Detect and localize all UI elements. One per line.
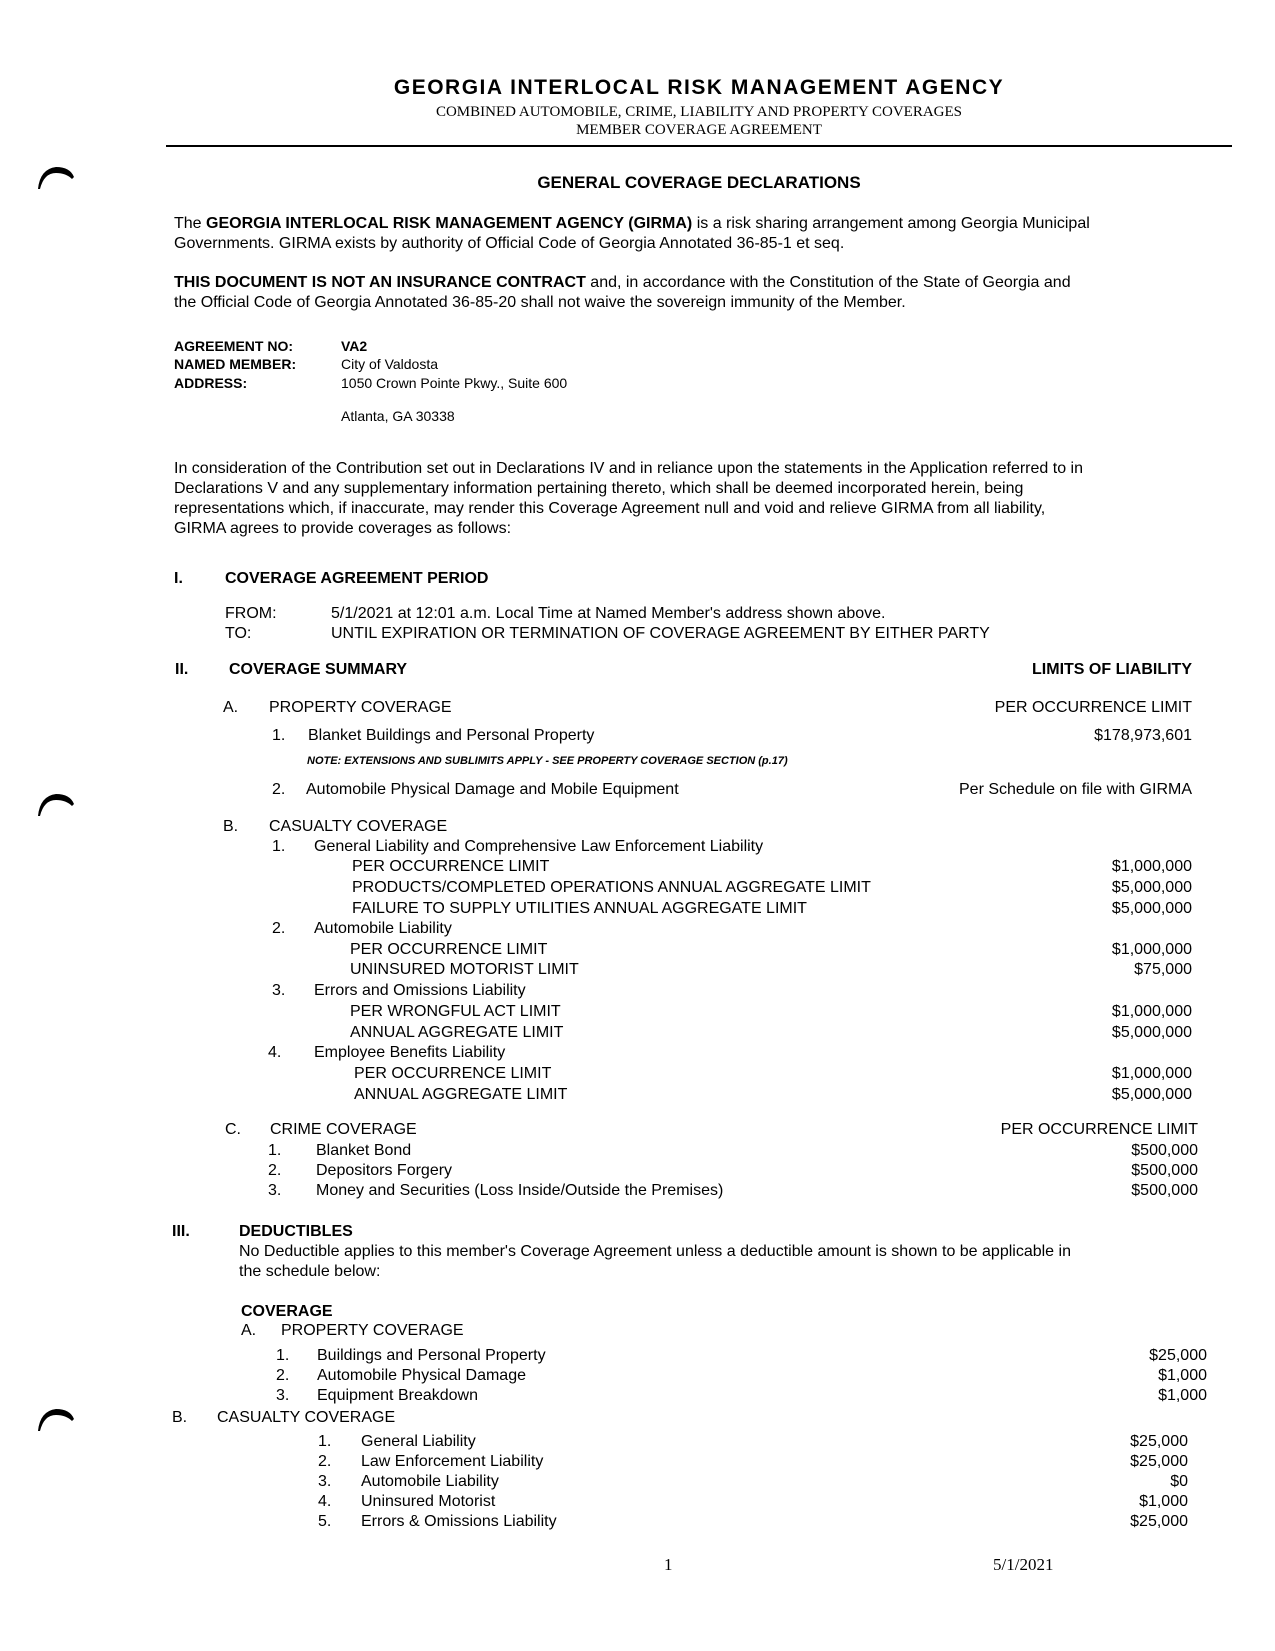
subsection-title: CASUALTY COVERAGE (269, 818, 448, 835)
limit-value: $500,000 (1131, 1162, 1198, 1179)
deductible-value: $1,000 (1139, 1493, 1188, 1510)
deductible-value: $25,000 (1130, 1513, 1188, 1530)
disclaimer-paragraph: THIS DOCUMENT IS NOT AN INSURANCE CONTRACT and, in accordance with the Constitution of the State of Georgia and (174, 274, 1071, 291)
address-line: 1050 Crown Pointe Pkwy., Suite 600 (341, 375, 568, 391)
item-label: Automobile Liability (361, 1473, 499, 1490)
limit-label: ANNUAL AGGREGATE LIMIT (350, 1024, 564, 1041)
intro-paragraph-line: Governments. GIRMA exists by authority of Official Code of Georgia Annotated 36-85-1 et seq. (174, 235, 845, 252)
deductible-value: $25,000 (1130, 1453, 1188, 1470)
item-number: 1. (272, 727, 286, 744)
limit-value: $1,000,000 (1111, 941, 1192, 958)
page-title: GENERAL COVERAGE DECLARATIONS (537, 173, 861, 192)
deductible-text: No Deductible applies to this member's Coverage Agreement unless a deductible amount is shown to be applicable in (239, 1243, 1071, 1260)
item-label: Errors and Omissions Liability (314, 982, 526, 999)
limit-label: ANNUAL AGGREGATE LIMIT (354, 1086, 568, 1103)
footer-date: 5/1/2021 (993, 1555, 1054, 1574)
section-title: COVERAGE AGREEMENT PERIOD (225, 570, 489, 587)
subsection-title: CRIME COVERAGE (270, 1121, 417, 1138)
limit-value: $1,000,000 (1111, 1065, 1192, 1082)
item-number: 1. (318, 1433, 332, 1450)
header-subtitle: COMBINED AUTOMOBILE, CRIME, LIABILITY AND PROPERTY COVERAGES (435, 104, 963, 120)
item-number: 2. (276, 1367, 290, 1384)
item-label: Errors & Omissions Liability (361, 1513, 557, 1530)
member-label: NAMED MEMBER: (174, 356, 297, 372)
consideration-line: representations which, if inaccurate, may render this Coverage Agreement null and void and relieve GIRMA from all liability, (174, 500, 1046, 517)
header-subtitle: MEMBER COVERAGE AGREEMENT (576, 122, 822, 138)
item-number: 3. (276, 1387, 290, 1404)
item-number: 5. (318, 1513, 332, 1530)
period-from-value: 5/1/2021 at 12:01 a.m. Local Time at Named Member's address shown above. (331, 605, 886, 622)
limit-value: $5,000,000 (1111, 879, 1192, 896)
limit-label: PER OCCURRENCE LIMIT (352, 858, 550, 875)
deductible-value: $25,000 (1149, 1347, 1207, 1364)
section-title: COVERAGE SUMMARY (229, 661, 408, 678)
consideration-line: GIRMA agrees to provide coverages as follows: (174, 520, 512, 537)
agreement-label: AGREEMENT NO: (174, 338, 293, 354)
item-label: Blanket Bond (316, 1142, 412, 1159)
period-from-label: FROM: (225, 605, 277, 622)
consideration-line: In consideration of the Contribution set out in Declarations IV and in reliance upon the statements in the Application referred to in (174, 460, 1083, 477)
subsection-letter: A. (223, 699, 239, 716)
limit-label: PER OCCURRENCE LIMIT (1000, 1121, 1198, 1138)
item-number: 1. (276, 1347, 290, 1364)
item-label: Depositors Forgery (316, 1162, 453, 1179)
limit-label: PER OCCURRENCE LIMIT (994, 699, 1192, 716)
item-label: Employee Benefits Liability (314, 1044, 506, 1061)
limit-label: PER OCCURRENCE LIMIT (350, 941, 548, 958)
subsection-letter: A. (241, 1322, 257, 1339)
section-number: I. (174, 570, 183, 587)
intro-paragraph: The GEORGIA INTERLOCAL RISK MANAGEMENT AGENCY (GIRMA) is a risk sharing arrangement among Georgia Municipal (174, 215, 1090, 232)
limit-value: $500,000 (1131, 1142, 1198, 1159)
deductible-text: the schedule below: (239, 1263, 381, 1280)
header-rule (166, 145, 1232, 147)
limit-value: $1,000,000 (1111, 858, 1192, 875)
address-label: ADDRESS: (174, 375, 248, 391)
agreement-value: VA2 (341, 338, 368, 354)
item-number: 3. (318, 1473, 332, 1490)
limit-label: UNINSURED MOTORIST LIMIT (350, 961, 579, 978)
limits-header: LIMITS OF LIABILITY (1032, 661, 1192, 678)
item-number: 4. (268, 1044, 282, 1061)
section-title: DEDUCTIBLES (239, 1223, 353, 1240)
subsection-letter: C. (225, 1121, 241, 1138)
item-number: 4. (318, 1493, 332, 1510)
limit-label: PRODUCTS/COMPLETED OPERATIONS ANNUAL AGGREGATE LIMIT (352, 879, 871, 896)
section-number: III. (172, 1223, 190, 1240)
agency-name: GEORGIA INTERLOCAL RISK MANAGEMENT AGENCY (393, 76, 1005, 99)
item-number: 1. (268, 1142, 282, 1159)
page-number: 1 (664, 1555, 673, 1574)
limit-label: PER WRONGFUL ACT LIMIT (350, 1003, 561, 1020)
period-to-value: UNTIL EXPIRATION OR TERMINATION OF COVERAGE AGREEMENT BY EITHER PARTY (331, 625, 990, 642)
limit-label: PER OCCURRENCE LIMIT (354, 1065, 552, 1082)
item-label: Uninsured Motorist (361, 1493, 496, 1510)
limit-value: $5,000,000 (1111, 1086, 1192, 1103)
subsection-title: CASUALTY COVERAGE (217, 1409, 396, 1426)
item-label: Automobile Physical Damage and Mobile Equipment (306, 781, 679, 798)
limit-value: Per Schedule on file with GIRMA (959, 781, 1192, 798)
disclaimer-paragraph-line: the Official Code of Georgia Annotated 36-85-20 shall not waive the sovereign immunity of the Member. (174, 294, 906, 311)
subsection-title: PROPERTY COVERAGE (269, 699, 452, 716)
item-label: Automobile Physical Damage (317, 1367, 526, 1384)
item-number: 2. (272, 920, 286, 937)
punch-hole-mark (36, 790, 76, 818)
item-label: Money and Securities (Loss Inside/Outside the Premises) (316, 1182, 724, 1199)
limit-value: $75,000 (1134, 961, 1192, 978)
item-label: Blanket Buildings and Personal Property (308, 727, 595, 744)
item-label: Law Enforcement Liability (361, 1453, 544, 1470)
limit-value: $5,000,000 (1111, 1024, 1192, 1041)
item-number: 2. (268, 1162, 282, 1179)
item-label: General Liability and Comprehensive Law Enforcement Liability (314, 838, 764, 855)
item-label: General Liability (361, 1433, 476, 1450)
item-number: 1. (272, 838, 286, 855)
limit-label: FAILURE TO SUPPLY UTILITIES ANNUAL AGGREGATE LIMIT (352, 900, 807, 917)
deductible-value: $0 (1170, 1473, 1188, 1490)
item-label: Automobile Liability (314, 920, 452, 937)
item-number: 3. (268, 1182, 282, 1199)
item-number: 2. (272, 781, 286, 798)
item-number: 2. (318, 1453, 332, 1470)
section-number: II. (175, 661, 189, 678)
deductible-value: $1,000 (1158, 1387, 1207, 1404)
coverage-header: COVERAGE (241, 1303, 333, 1320)
punch-hole-mark (36, 1405, 76, 1433)
item-label: Buildings and Personal Property (317, 1347, 546, 1364)
subsection-title: PROPERTY COVERAGE (281, 1322, 464, 1339)
limit-value: $178,973,601 (1094, 727, 1192, 744)
limit-value: $1,000,000 (1111, 1003, 1192, 1020)
limit-value: $5,000,000 (1111, 900, 1192, 917)
consideration-line: Declarations V and any supplementary information pertaining thereto, which shall be deemed incorporated herein, being (174, 480, 1024, 497)
limit-value: $500,000 (1131, 1182, 1198, 1199)
item-number: 3. (272, 982, 286, 999)
subsection-letter: B. (223, 818, 239, 835)
subsection-letter: B. (172, 1409, 188, 1426)
punch-hole-mark (36, 163, 76, 191)
member-value: City of Valdosta (341, 356, 439, 372)
period-to-label: TO: (225, 625, 252, 642)
address-line: Atlanta, GA 30338 (341, 408, 455, 424)
item-label: Equipment Breakdown (317, 1387, 478, 1404)
deductible-value: $1,000 (1158, 1367, 1207, 1384)
property-note: NOTE: EXTENSIONS AND SUBLIMITS APPLY - SEE PROPERTY COVERAGE SECTION (p.17) (307, 755, 788, 767)
deductible-value: $25,000 (1130, 1433, 1188, 1450)
